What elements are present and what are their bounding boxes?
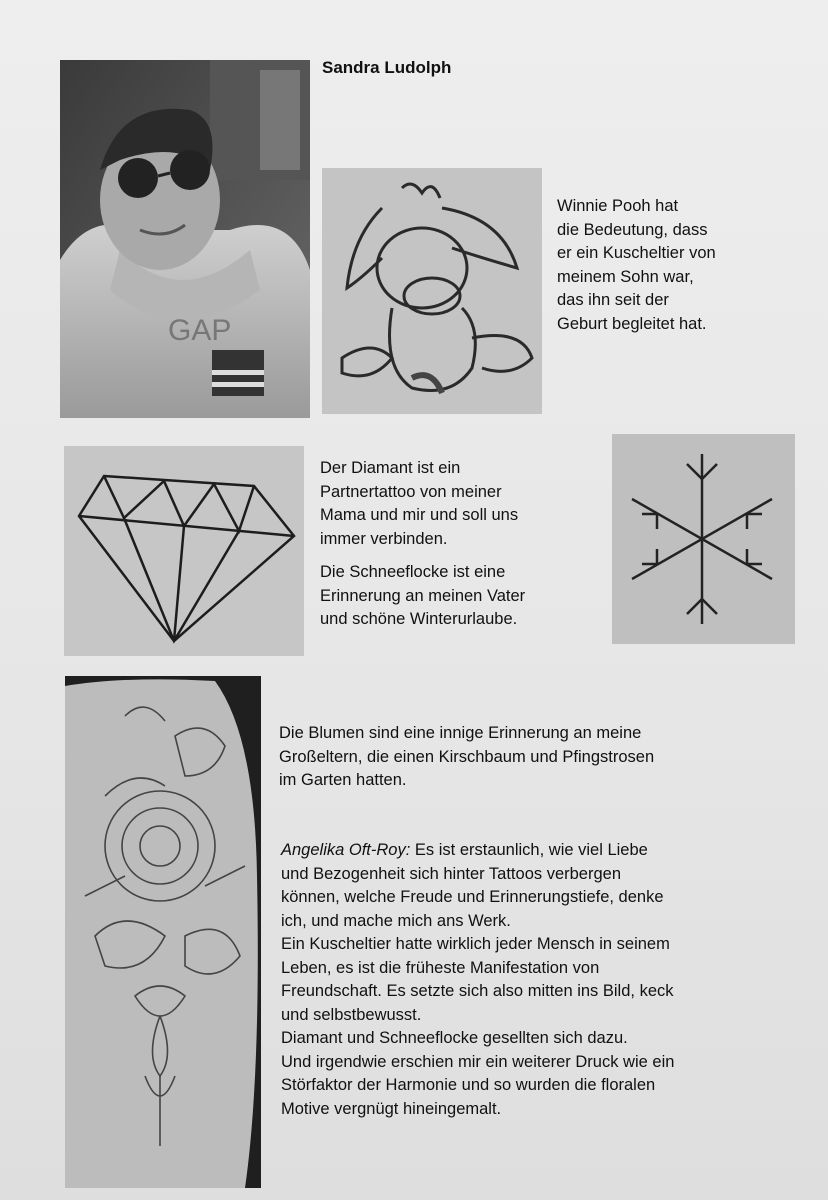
diamond-tattoo-photo: [64, 446, 304, 656]
portrait-photo: [60, 60, 310, 418]
diamond-description: Der Diamant ist ein Partnertattoo von meiner Mama und mir und soll uns immer verbinden.: [320, 459, 519, 548]
sweatshirt-logo-text: GAP: [168, 314, 232, 347]
eeyore-description: Winnie Pooh hat die Bedeutung, dass er ein Kuscheltier von meinem Sohn war, das ihn seit der Geburt begleitet hat.: [557, 197, 716, 333]
quote-author: Angelika Oft-Roy:: [281, 841, 411, 859]
eeyore-tattoo-photo: [322, 168, 542, 414]
snowflake-tattoo-photo: [612, 434, 795, 644]
flowers-description: Die Blumen sind eine innige Erinnerung an meine Großeltern, die einen Kirschbaum und Pfingstrosen im Garten hatten.: [279, 724, 655, 789]
snowflake-description: Die Schneeflocke ist eine Erinnerung an meinen Vater und schöne Winterurlaube.: [320, 563, 526, 628]
flowers-tattoo-photo: [65, 676, 261, 1188]
quote-body: und Bezogenheit sich hinter Tattoos verbergen können, welche Freude und Erinnerungstiefe, denke ich, und mache mich ans Werk. Ein Kuscheltier hatte wirklich jeder Mensch in seinem Leben, es ist die früheste Manifestation von Freundschaft. Es setzte sich also mitten ins Bild, keck und selbstbewusst. Diamant und Schneeflocke gesellten sich dazu. Und irgendwie erschien mir ein weiterer Druck wie ein Störfaktor der Harmonie und so wurden die floralen Motive vergnügt hineingemalt.: [281, 864, 675, 1118]
quote-first-line: Es ist erstaunlich, wie viel Liebe: [410, 841, 648, 859]
page-title: Sandra Ludolph: [322, 58, 452, 77]
quote-paragraph: [281, 839, 674, 1121]
